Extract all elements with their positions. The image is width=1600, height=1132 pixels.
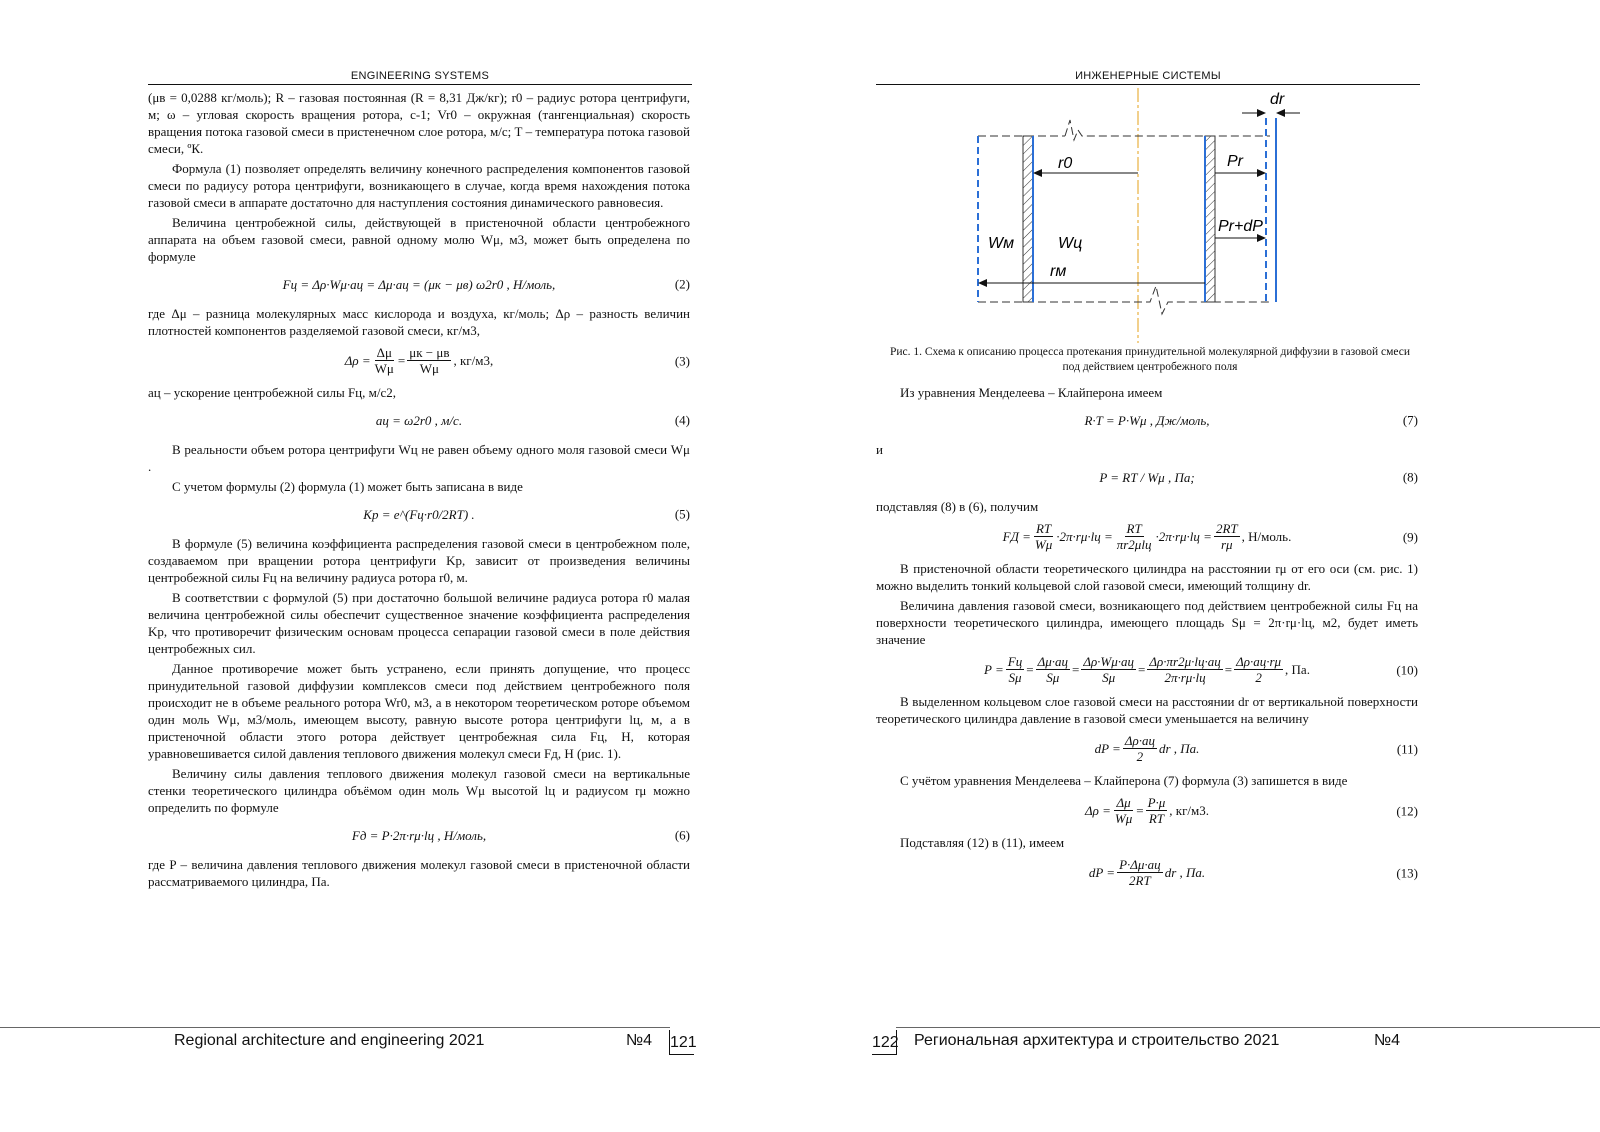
- denominator: Wμ: [374, 361, 394, 376]
- paragraph: aц – ускорение центробежной силы Fц, м/с2,: [148, 385, 396, 400]
- hatched-wall-left: [1023, 136, 1033, 302]
- equation-number: (13): [1396, 865, 1418, 880]
- numerator: Fц: [1007, 654, 1023, 669]
- equation-body: P = RT / Wμ , Па;: [1099, 469, 1195, 485]
- equation-3: Δρ = $\frac{\Delta\mu}{W\mu}$ = $\frac{\mu к - \mu в}{W\mu}$ , кг/м3, (3): [344, 345, 690, 376]
- arrowhead: [1257, 234, 1266, 242]
- paragraph: (μв = 0,0288 кг/моль); R – газовая постоянная (R = 8,31 Дж/кг); r0 – радиус ротора центрифуги, м; ω – угловая скорость вращения ротора, с-1; Vr0 – окружная (тангенциальная) скорость вращения потока газовой смеси в пристенечном слое ротора, м/с; T – температура потока газовой смеси, ºК.: [148, 90, 690, 156]
- numerator: P·μ: [1147, 795, 1166, 810]
- footer-journal: Региональная архитектура и строительство 2021: [914, 1032, 1280, 1049]
- label-pr: Pr: [1227, 153, 1243, 170]
- dash-bottom: [978, 286, 1270, 314]
- paragraph: С учётом уравнения Менделеева – Клайперона (7) формула (3) запишется в виде: [900, 773, 1348, 788]
- fraction: [1036, 654, 1070, 685]
- equation-number: (6): [674, 827, 690, 843]
- running-header: ИНЖЕНЕРНЫЕ СИСТЕМЫ: [1075, 70, 1221, 82]
- equation-term: ·2π·rμ·lц =: [1155, 529, 1212, 544]
- fraction: [1147, 654, 1222, 685]
- denominator: Wμ: [1034, 537, 1053, 552]
- paragraph: Величина давления газовой смеси, возникающего под действием центробежной силы Fц на поверхности теоретического цилиндра, имеющего площадь Sμ = 2π·rμ·lц, м2, будет иметь значение: [876, 598, 1418, 647]
- equation-number: (4): [674, 412, 690, 428]
- paragraph: Величину силы давления теплового движения молекул газовой смеси на вертикальные стенки теоретического цилиндра объёмом один моль Wμ высотой lц и радиусом rμ можно определить по формуле: [148, 766, 690, 815]
- paragraph: где P – величина давления теплового движения молекул газовой смеси в пристеночной области рассматриваемого цилиндра, Па.: [148, 857, 690, 889]
- arrowhead: [1033, 169, 1042, 177]
- paragraph: подставляя (8) в (6), получим: [876, 499, 1039, 514]
- arrowhead: [978, 279, 987, 287]
- equation-lhs: FД =: [1002, 529, 1031, 544]
- equation-unit: , кг/м3,: [453, 353, 494, 368]
- numerator: RT: [1035, 521, 1052, 536]
- fraction: [1113, 795, 1134, 826]
- equation-body: Kр = e^(Fц·r0/2RT) .: [363, 506, 475, 522]
- equation-unit: , Н/моль.: [1241, 529, 1292, 544]
- equation-lhs: dP =: [1088, 865, 1116, 880]
- paragraph: и: [876, 442, 883, 457]
- equation-unit: dr , Па.: [1158, 741, 1200, 756]
- equation-body: aц = ω2r0 , м/с.: [375, 412, 463, 428]
- label-wc: Wц: [1058, 235, 1083, 252]
- fraction: [373, 345, 396, 376]
- numerator: 2RT: [1215, 521, 1238, 536]
- text-column: [876, 384, 1418, 896]
- equation-body: R·T = P·Wμ , Дж/моль,: [1084, 412, 1210, 428]
- equation-11: [876, 733, 1418, 764]
- numerator: Δμ: [376, 345, 392, 360]
- equation-7: [876, 407, 1418, 433]
- footer-issue: №4: [626, 1032, 653, 1049]
- footer-journal: Regional architecture and engineering 2021: [174, 1032, 485, 1049]
- fraction: [1214, 521, 1240, 552]
- numerator: Δρ·πr2μ·lц·aц: [1149, 654, 1221, 669]
- numerator: Δρ·Wμ·aц: [1083, 654, 1135, 669]
- paragraph: В реальности объем ротора центрифуги Wц не равен объему одного моля газовой смеси Wμ .: [148, 442, 690, 474]
- denominator: Wμ: [1114, 811, 1133, 826]
- paragraph: Величина центробежной силы, действующей в пристеночной области центробежного аппарата на объем газовой смеси, равной одному молю Wμ, м3, может быть определена по формуле: [148, 215, 690, 264]
- equation-body: Fд = P·2π·rμ·lц , Н/моль,: [351, 827, 487, 843]
- denominator: 2π·rμ·lц: [1164, 670, 1206, 685]
- text-column: [148, 89, 690, 893]
- denominator: Wμ: [419, 361, 439, 376]
- denominator: Sμ: [1008, 670, 1022, 685]
- paragraph: Данное противоречие может быть устранено, если принять допущение, что процесс принудительной газовой диффузии комплексов смеси под действием центробежного поля происходит не в объеме реального ротора Wr0, м3, а в некотором теоретическом роторе объемом один моль Wμ, м3/моль, имеющем высоту, равную высоте ротора центрифуги lц, м, а в пристеночной области этого ротора действует центробежная сила Fц, Н, которая уравновешивается силой давления теплового движения молекул смеси Fд, Н (рис. 1).: [148, 661, 690, 761]
- paragraph: Из уравнения Менделеева – Клайперона имеем: [900, 385, 1163, 400]
- numerator: Δμ·aц: [1037, 654, 1068, 669]
- equation-lhs: Δρ =: [1084, 803, 1111, 818]
- arrowhead: [1257, 109, 1266, 117]
- equation-number: (7): [1402, 412, 1418, 428]
- fraction: [1146, 795, 1168, 826]
- equation-unit: , кг/м3.: [1169, 803, 1210, 818]
- denominator: RT: [1148, 811, 1164, 826]
- footer-rule: [896, 1027, 1600, 1028]
- denominator: 2: [1255, 670, 1262, 685]
- footer-rule: [0, 1027, 670, 1028]
- arrowhead: [1257, 169, 1266, 177]
- equation-body: Fц = Δρ·Wμ·aц = Δμ·aц = (μк − μв) ω2r0 , Н/моль,: [282, 276, 556, 292]
- equation-number: (2): [674, 276, 690, 292]
- equation-13: [876, 857, 1418, 888]
- header-rule: [876, 84, 1420, 85]
- label-rm: rм: [1050, 263, 1067, 280]
- equation-4: [148, 407, 690, 433]
- fraction: [1123, 733, 1157, 764]
- label-dr: dr: [1270, 91, 1285, 108]
- equation-9: [876, 521, 1418, 552]
- paragraph: В выделенном кольцевом слое газовой смеси на расстоянии dr от вертикальной поверхности теоретического цилиндра давление в газовой смеси уменьшается на величину: [876, 694, 1418, 726]
- equation-10: P = $\frac{Fц}{S\mu}$ = $\frac{\Delta\mu\cdot aц}{S\mu}$ = $\frac{\Delta\rho\cdot W\mu\cdot aц}{S\mu}$ = $\frac{\Delta\rho\cdot\pi r2\mu\cdot lц\cdot aц}{2\pi\cdot r\mu\cdot lц}$ = $\frac{\Delta\rho\cdot aц\cdot r\mu}{2}$ , Па. (10): [984, 654, 1418, 685]
- fraction: [1006, 654, 1024, 685]
- label-r0: r0: [1058, 155, 1073, 172]
- equation-number: (10): [1396, 662, 1418, 677]
- equation-5: [148, 501, 690, 527]
- paragraph: Подставляя (12) в (11), имеем: [900, 835, 1065, 850]
- page-number: 121: [669, 1030, 694, 1055]
- equation-6: [148, 822, 690, 848]
- figure-diagram: [970, 88, 1310, 343]
- denominator: πr2μlц: [1116, 537, 1152, 552]
- equation-lhs: Δρ =: [344, 353, 371, 368]
- denominator: Sμ: [1046, 670, 1060, 685]
- equation-2: [148, 271, 690, 297]
- label-wm: Wм: [988, 235, 1015, 252]
- denominator: rμ: [1220, 537, 1233, 552]
- equation-number: (12): [1396, 803, 1418, 818]
- numerator: μк − μв: [409, 345, 450, 360]
- numerator: Δμ: [1116, 795, 1131, 810]
- equation-unit: , Па.: [1285, 662, 1310, 677]
- numerator: P·Δμ·aц: [1119, 857, 1161, 872]
- denominator: Sμ: [1102, 670, 1116, 685]
- fraction: [1033, 521, 1054, 552]
- footer-issue: №4: [1374, 1032, 1401, 1049]
- equation-number: (9): [1402, 529, 1418, 544]
- denominator: 2RT: [1129, 873, 1151, 888]
- paragraph: где Δμ – разница молекулярных масс кислорода и воздуха, кг/моль; Δρ – разность величин плотностей компонентов разделяемой газовой смеси, кг/м3,: [148, 306, 690, 338]
- fraction: [407, 345, 451, 376]
- fraction: [1234, 654, 1283, 685]
- label-prdp: Pr+dP: [1218, 218, 1263, 235]
- fraction: [1117, 857, 1163, 888]
- numerator: Δρ·aц: [1124, 733, 1155, 748]
- page-number: 122: [872, 1030, 897, 1055]
- equation-unit: dr , Па.: [1164, 865, 1206, 880]
- fraction: [1081, 654, 1136, 685]
- paragraph: В соответствии с формулой (5) при достаточно большой величине радиуса ротора r0 малая величина центробежной силы обеспечит существенное значение коэффициента распределения Kр, что противоречит физическим основам процесса сепарации газовой смеси в поле действия центробежных сил.: [148, 590, 690, 656]
- arrowhead: [1276, 109, 1285, 117]
- hatched-wall-right: [1205, 136, 1215, 302]
- running-header: ENGINEERING SYSTEMS: [350, 70, 490, 82]
- equation-lhs: P =: [984, 662, 1004, 677]
- denominator: 2: [1136, 749, 1144, 764]
- paragraph: Формула (1) позволяет определять величину конечного распределения компонентов газовой смеси по радиусу ротора центрифуги, возникающего в случае, когда время нахождения потока газовой смеси в аппарате достаточно для наступления состояния динамического равновесия.: [148, 161, 690, 210]
- dash-top: [1065, 120, 1270, 140]
- numerator: RT: [1126, 521, 1142, 536]
- equation-number: (11): [1396, 741, 1418, 756]
- equation-lhs: dP =: [1094, 741, 1121, 756]
- fraction: [1115, 521, 1154, 552]
- figure-caption: Рис. 1. Схема к описанию процесса протекания принудительной молекулярной диффузии в газовой смеси под действием центробежного поля: [889, 346, 1411, 373]
- numerator: Δρ·aц·rμ: [1236, 654, 1282, 669]
- paragraph: В пристеночной области теоретического цилиндра на расстоянии rμ от его оси (см. рис. 1) можно выделить тонкий кольцевой слой газовой смеси, имеющий толщину dr.: [876, 561, 1418, 593]
- paragraph: С учетом формулы (2) формула (1) может быть записана в виде: [172, 479, 523, 494]
- equation-12: Δρ = $\frac{\Delta\mu}{W\mu}$ = $\frac{P\cdot\mu}{RT}$ , кг/м3. (12): [1084, 795, 1418, 826]
- equation-number: (5): [674, 506, 690, 522]
- paragraph: В формуле (5) величина коэффициента распределения газовой смеси в центробежном поле, создаваемом при вращении ротора центрифуги Kр, зависит от произведения величины центробежной силы Fц на величину радиуса ротора r0, м.: [148, 536, 690, 585]
- right-page: [800, 0, 1600, 1132]
- equation-number: (8): [1402, 469, 1418, 485]
- equation-term: ·2π·rμ·lц =: [1056, 529, 1113, 544]
- equation-8: [876, 464, 1418, 490]
- header-rule: [148, 84, 692, 85]
- equation-number: (3): [674, 353, 690, 368]
